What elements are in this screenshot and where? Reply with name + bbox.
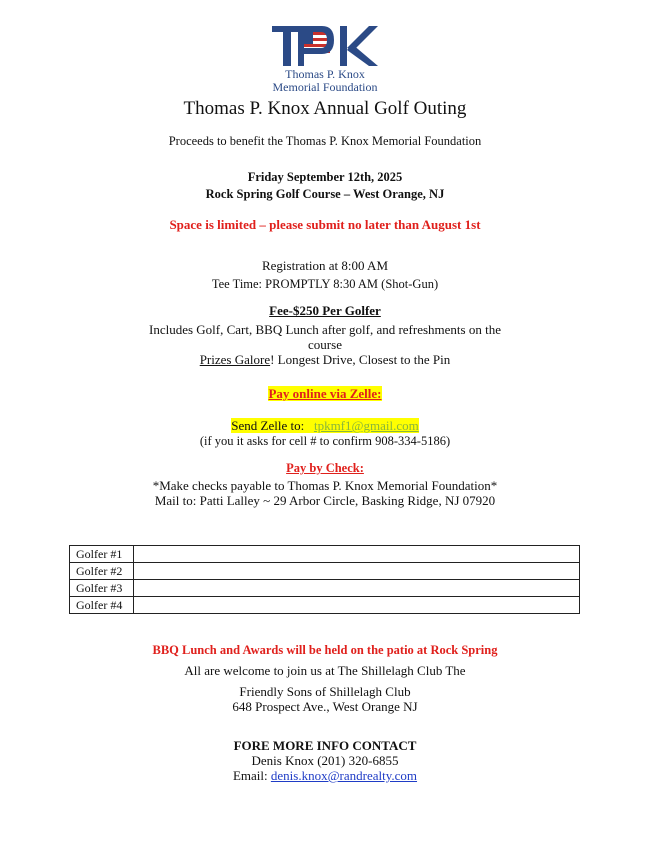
fee-text: Fee-$250 Per Golfer (269, 303, 381, 318)
pay-check-heading: Pay by Check: (286, 461, 364, 475)
logo-name-line2: Memorial Foundation (272, 80, 378, 94)
table-row (70, 597, 580, 614)
registration-time: Registration at 8:00 AM (261, 258, 389, 273)
club-name: Friendly Sons of Shillelagh Club (239, 684, 411, 699)
zelle-email-link[interactable]: tpkmf1@gmail.com (313, 418, 419, 433)
proceeds-text: Proceeds to benefit the Thomas P. Knox Memorial Foundation (168, 134, 482, 148)
welcome-text: All are welcome to join us at The Shillelagh Club The (184, 663, 466, 678)
includes-line1: Includes Golf, Cart, BBQ Lunch after golf, and refreshments on the (149, 322, 501, 337)
table-row (70, 563, 580, 580)
includes-line2: course (308, 337, 342, 352)
prizes-line (0, 352, 650, 368)
golfer-name-field[interactable] (134, 546, 580, 563)
tpk-logo-mark (270, 24, 380, 68)
golfer-label: Golfer #4 (70, 597, 134, 614)
golfer-label: Golfer #1 (70, 546, 134, 563)
table-row (70, 546, 580, 563)
foundation-logo (260, 24, 390, 94)
golfer-name-field[interactable] (134, 597, 580, 614)
contact-email-label: Email: (232, 768, 271, 783)
contact-email-link[interactable]: denis.knox@randrealty.com (270, 768, 418, 783)
prizes-label: Prizes Galore (199, 352, 271, 367)
pay-check-row (0, 461, 650, 476)
prizes-rest: ! Longest Drive, Closest to the Pin (270, 352, 451, 367)
page-title: Thomas P. Knox Annual Golf Outing (183, 98, 467, 119)
contact-heading: FORE MORE INFO CONTACT (233, 738, 417, 753)
contact-name: Denis Knox (201) 320-6855 (251, 753, 399, 768)
check-payable: *Make checks payable to Thomas P. Knox Memorial Foundation* (152, 478, 498, 493)
check-mail-address: Mail to: Patti Lalley ~ 29 Arbor Circle, Basking Ridge, NJ 07920 (154, 493, 496, 508)
tee-time: Tee Time: PROMPTLY 8:30 AM (Shot-Gun) (211, 277, 439, 291)
event-venue: Rock Spring Golf Course – West Orange, NJ (205, 187, 445, 201)
bbq-notice: BBQ Lunch and Awards will be held on the patio at Rock Spring (152, 643, 498, 657)
golfer-name-field[interactable] (134, 580, 580, 597)
pay-online-row (0, 386, 650, 402)
table-row (70, 580, 580, 597)
golfer-label: Golfer #2 (70, 563, 134, 580)
golfer-label: Golfer #3 (70, 580, 134, 597)
logo-name-line1: Thomas P. Knox (285, 67, 365, 81)
golfer-table (69, 545, 580, 614)
golfer-name-field[interactable] (134, 563, 580, 580)
limit-notice: Space is limited – please submit no later than August 1st (169, 217, 481, 232)
zelle-note: (if you it asks for cell # to confirm 908-334-5186) (199, 434, 451, 448)
zelle-label: Send Zelle to: (231, 418, 305, 433)
club-address: 648 Prospect Ave., West Orange NJ (232, 699, 418, 714)
event-date: Friday September 12th, 2025 (247, 170, 403, 184)
zelle-row (0, 418, 650, 434)
fee-heading (0, 303, 650, 319)
pay-online-heading: Pay online via Zelle: (268, 386, 382, 401)
contact-email-row (0, 768, 650, 784)
